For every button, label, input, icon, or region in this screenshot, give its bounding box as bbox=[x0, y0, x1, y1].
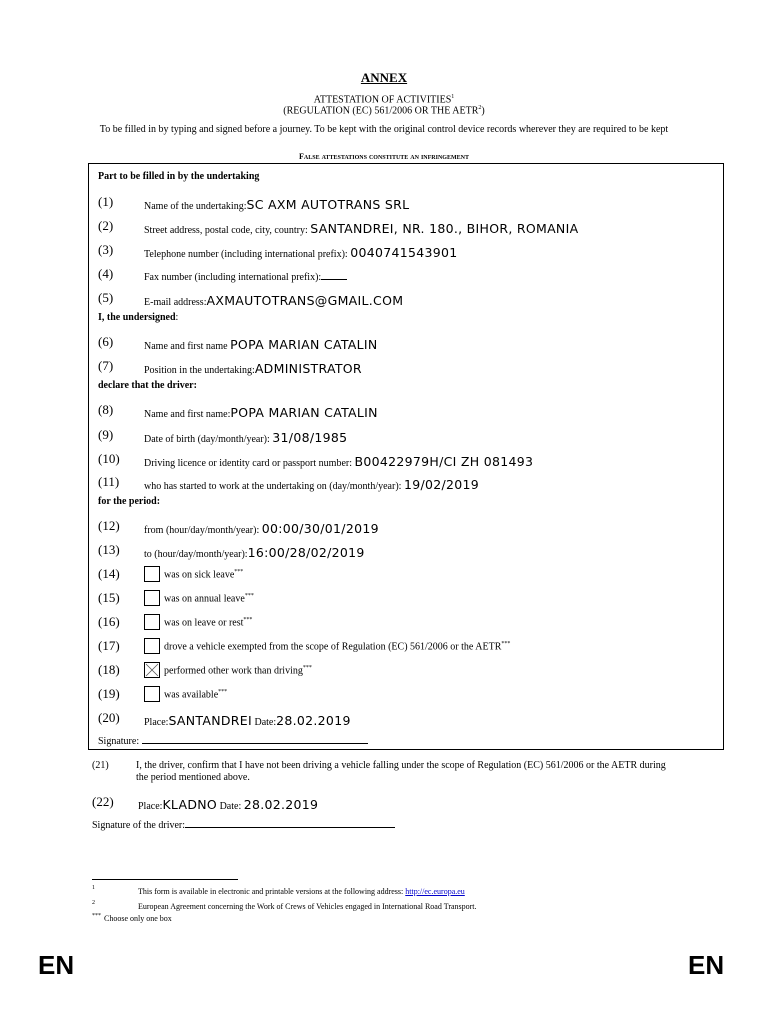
licence-number-value[interactable]: B00422979H/CI ZH 081493 bbox=[354, 454, 534, 469]
field-number: (18) bbox=[98, 662, 120, 677]
field-label: Position in the undertaking:ADMINISTRATOR bbox=[144, 361, 362, 376]
fax-blank[interactable] bbox=[321, 269, 347, 280]
driver-heading: declare that the driver: bbox=[98, 380, 197, 391]
field-number: (14) bbox=[98, 566, 120, 581]
field-number: (5) bbox=[98, 290, 114, 305]
field-number: (16) bbox=[98, 614, 120, 629]
checkbox-row-19 bbox=[98, 686, 718, 706]
field-number: (7) bbox=[98, 358, 114, 373]
leave-or-rest-checkbox[interactable] bbox=[144, 614, 160, 630]
field-label: Street address, postal code, city, country: SANTANDREI, NR. 180., BIHOR, ROMANIA bbox=[144, 221, 579, 236]
field-number: (22) bbox=[92, 794, 114, 809]
field-number: (17) bbox=[98, 638, 120, 653]
driver-place-value[interactable]: KLADNO bbox=[162, 797, 218, 812]
undersigned-name-value[interactable]: POPA MARIAN CATALIN bbox=[230, 337, 378, 352]
field-row-9 bbox=[98, 427, 718, 447]
field-number: (3) bbox=[98, 242, 114, 257]
field-label: E-mail address:AXMAUTOTRANS@GMAIL.COM bbox=[144, 293, 404, 308]
field-row-12 bbox=[98, 518, 718, 538]
email-value[interactable]: AXMAUTOTRANS@GMAIL.COM bbox=[206, 293, 404, 308]
footnote-divider bbox=[92, 879, 238, 880]
field-number: (20) bbox=[98, 710, 120, 725]
field-label: who has started to work at the undertaking on (day/month/year): 19/02/2019 bbox=[144, 477, 479, 492]
field-label: Place:KLADNO Date: 28.02.2019 bbox=[138, 797, 319, 812]
undersigned-heading: I, the undersigned: bbox=[98, 312, 179, 323]
field-label: Date of birth (day/month/year): 31/08/1985 bbox=[144, 430, 348, 445]
checkbox-label: was on leave or rest*** bbox=[164, 617, 253, 629]
period-to-value[interactable]: 16:00/28/02/2019 bbox=[247, 545, 365, 560]
regulation-subtitle: (REGULATION (EC) 561/2006 OR THE AETR$^2$) bbox=[283, 105, 485, 117]
street-address-value[interactable]: SANTANDREI, NR. 180., BIHOR, ROMANIA bbox=[310, 221, 579, 236]
field-row-10 bbox=[98, 451, 718, 471]
field-label: Name and first name POPA MARIAN CATALIN bbox=[144, 337, 378, 352]
field-number: (21) bbox=[92, 760, 109, 771]
field-number: (4) bbox=[98, 266, 114, 281]
field-label: from (hour/day/month/year): 00:00/30/01/2019 bbox=[144, 521, 379, 536]
field-number: (9) bbox=[98, 427, 114, 442]
start-date-value[interactable]: 19/02/2019 bbox=[403, 477, 479, 492]
driver-signature-line[interactable] bbox=[185, 817, 395, 828]
undertaking-signature-line[interactable] bbox=[142, 733, 368, 744]
date-of-birth-value[interactable]: 31/08/1985 bbox=[272, 430, 348, 445]
checkbox-row-14 bbox=[98, 566, 718, 586]
available-checkbox[interactable] bbox=[144, 686, 160, 702]
checkbox-cross-icon bbox=[145, 663, 159, 677]
field-row-8 bbox=[98, 402, 718, 422]
language-mark-right: EN bbox=[688, 950, 725, 980]
field-label: Fax number (including international prefix): bbox=[144, 269, 347, 283]
field-number: (19) bbox=[98, 686, 120, 701]
field-row-11 bbox=[98, 474, 718, 494]
field-label: Driving licence or identity card or passport number: B00422979H/CI ZH 081493 bbox=[144, 454, 534, 469]
other-work-checkbox[interactable] bbox=[144, 662, 160, 678]
position-value[interactable]: ADMINISTRATOR bbox=[254, 361, 362, 376]
field-label: Name and first name:POPA MARIAN CATALIN bbox=[144, 405, 378, 420]
driver-date-value[interactable]: 28.02.2019 bbox=[243, 797, 319, 812]
undertaking-date-value[interactable]: 28.02.2019 bbox=[276, 713, 351, 728]
checkbox-label: was on annual leave*** bbox=[164, 593, 254, 605]
checkbox-label: performed other work than driving*** bbox=[164, 665, 312, 677]
field-row-13 bbox=[98, 542, 718, 562]
field-label: Telephone number (including international prefix): 0040741543901 bbox=[144, 245, 458, 260]
checkbox-label: was available*** bbox=[164, 689, 228, 701]
field-row-3 bbox=[98, 242, 718, 262]
checkbox-row-16 bbox=[98, 614, 718, 634]
undertaking-place-value[interactable]: SANTANDREI bbox=[168, 713, 252, 728]
field-row-1 bbox=[98, 194, 718, 214]
checkbox-label: drove a vehicle exempted from the scope of Regulation (EC) 561/2006 or the AETR*** bbox=[164, 641, 511, 653]
field-number: (8) bbox=[98, 402, 114, 417]
undertaking-heading: Part to be filled in by the undertaking bbox=[98, 171, 260, 182]
field-number: (2) bbox=[98, 218, 114, 233]
field-row-22 bbox=[92, 794, 712, 814]
field-number: (11) bbox=[98, 474, 120, 489]
field-row-2 bbox=[98, 218, 718, 238]
field-label: to (hour/day/month/year):16:00/28/02/2019 bbox=[144, 545, 365, 560]
checkbox-row-18 bbox=[98, 662, 718, 682]
field-label: Place:SANTANDREI Date:28.02.2019 bbox=[144, 713, 351, 728]
infringement-warning: False attestations constitute an infringement bbox=[299, 152, 469, 161]
declaration-text: I, the driver, confirm that I have not been driving a vehicle falling under the scope of Regulation (EC) 561/2006 or the AETR during the period mentioned above. bbox=[136, 760, 666, 783]
undertaking-name-value[interactable]: SC AXM AUTOTRANS SRL bbox=[246, 197, 410, 212]
field-row-5 bbox=[98, 290, 718, 310]
undertaking-signature-row: Signature: bbox=[98, 733, 368, 747]
sick-leave-checkbox[interactable] bbox=[144, 566, 160, 582]
checkbox-row-17 bbox=[98, 638, 718, 658]
field-number: (6) bbox=[98, 334, 114, 349]
driver-name-value[interactable]: POPA MARIAN CATALIN bbox=[230, 405, 378, 420]
field-row-7 bbox=[98, 358, 718, 378]
field-number: (1) bbox=[98, 194, 114, 209]
field-row-4 bbox=[98, 266, 718, 286]
field-number: (10) bbox=[98, 451, 120, 466]
form-instructions: To be filled in by typing and signed before a journey. To be kept with the original control device records wherever they are required to be kept bbox=[99, 124, 669, 135]
field-number: (15) bbox=[98, 590, 120, 605]
period-heading: for the period: bbox=[98, 496, 161, 507]
attestation-title: ATTESTATION OF ACTIVITIES$^1$ bbox=[313, 94, 455, 106]
checkbox-label: was on sick leave*** bbox=[164, 569, 244, 581]
exempted-vehicle-checkbox[interactable] bbox=[144, 638, 160, 654]
period-from-value[interactable]: 00:00/30/01/2019 bbox=[261, 521, 379, 536]
driver-signature-row: Signature of the driver: bbox=[92, 817, 395, 831]
field-number: (12) bbox=[98, 518, 120, 533]
field-number: (13) bbox=[98, 542, 120, 557]
field-row-20 bbox=[98, 710, 718, 730]
europa-link[interactable]: http://ec.europa.eu bbox=[405, 887, 465, 896]
annex-title: ANNEX bbox=[360, 70, 408, 85]
field-row-6 bbox=[98, 334, 718, 354]
field-label: Name of the undertaking:SC AXM AUTOTRANS SRL bbox=[144, 197, 410, 212]
language-mark-left: EN bbox=[38, 950, 75, 980]
annual-leave-checkbox[interactable] bbox=[144, 590, 160, 606]
checkbox-row-15 bbox=[98, 590, 718, 610]
telephone-value[interactable]: 0040741543901 bbox=[350, 245, 458, 260]
